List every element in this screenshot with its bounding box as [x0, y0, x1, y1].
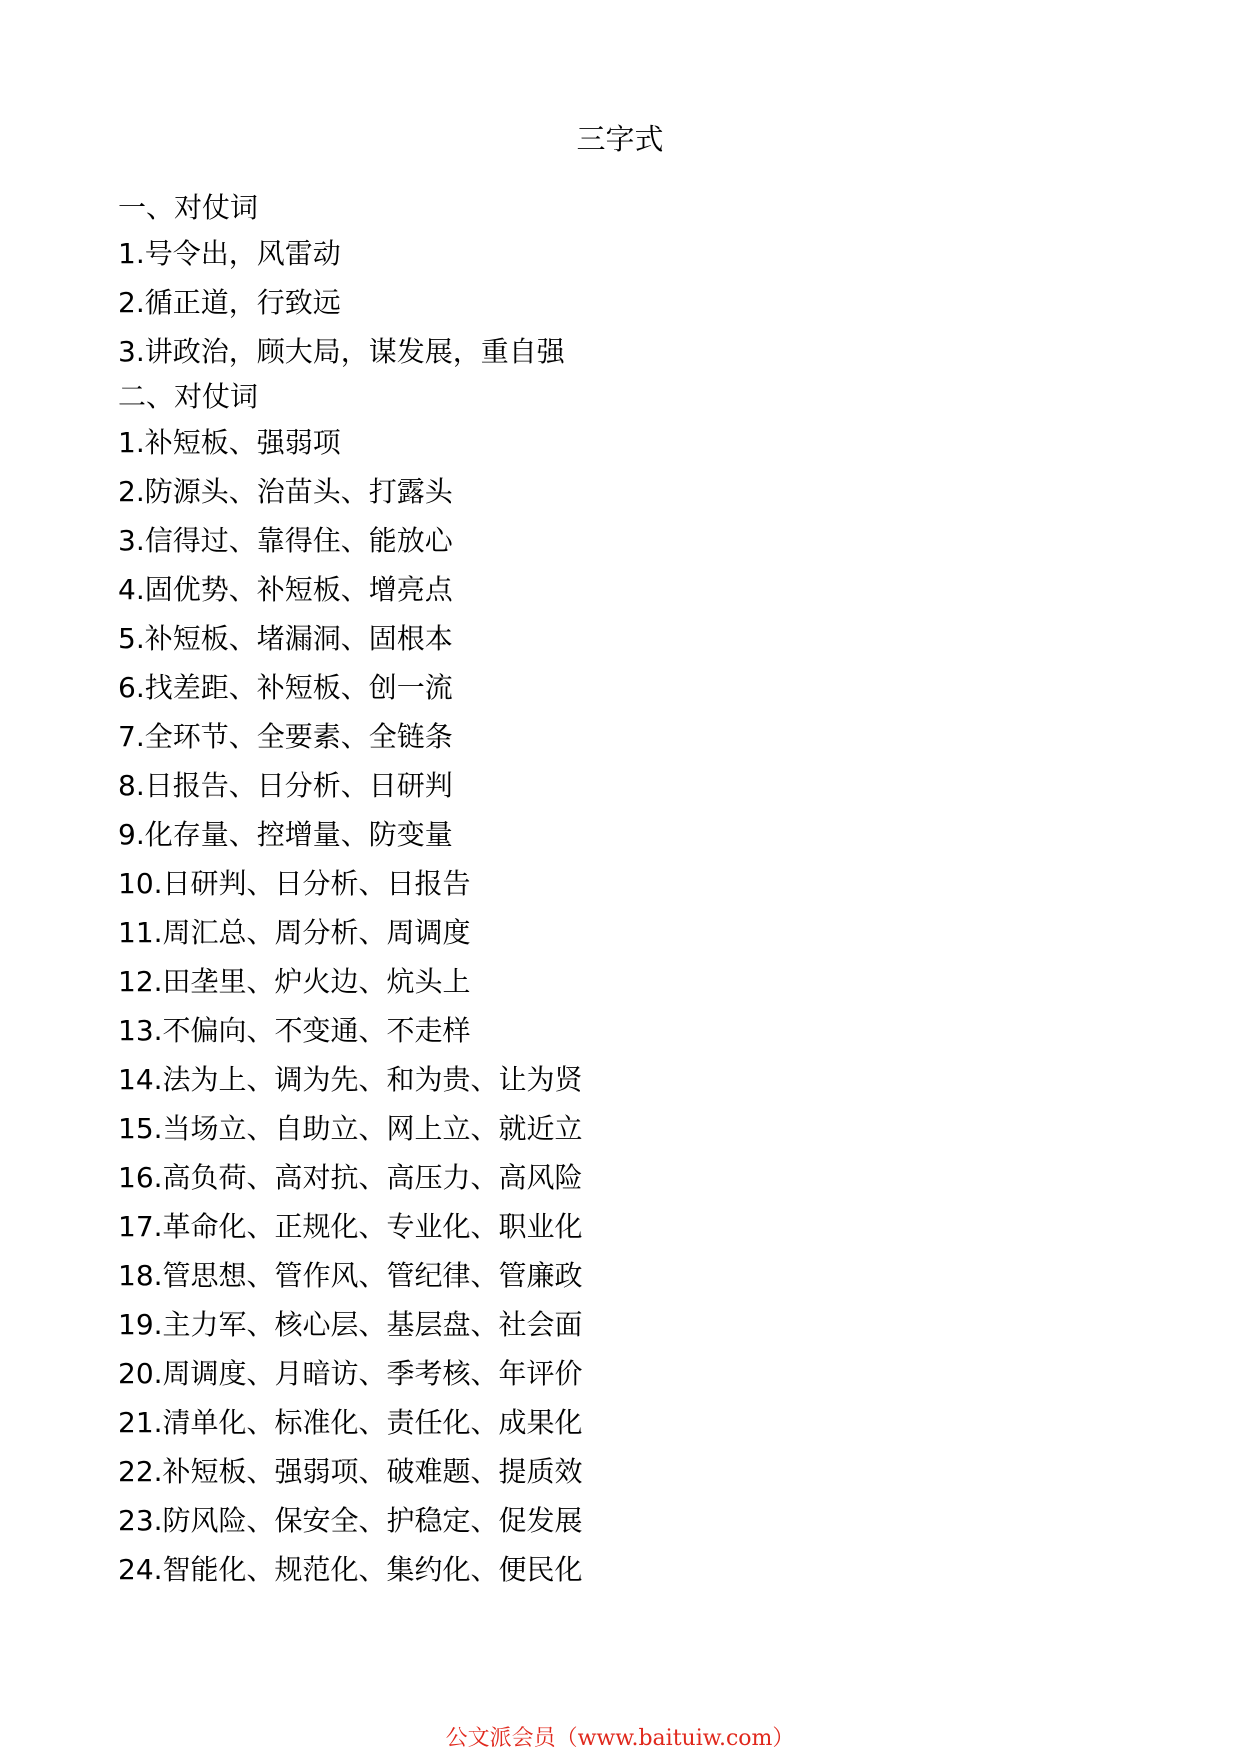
footer-watermark: 公文派会员（www.baituiw.com） [445, 1726, 795, 1751]
list-item: 9.化存量、控增量、防变量 [118, 818, 453, 851]
list-item: 18.管思想、管作风、管纪律、管廉政 [118, 1259, 583, 1292]
list-item: 24.智能化、规范化、集约化、便民化 [118, 1553, 583, 1586]
list-item: 17.革命化、正规化、专业化、职业化 [118, 1210, 583, 1243]
list-item: 4.固优势、补短板、增亮点 [118, 573, 453, 606]
list-item: 7.全环节、全要素、全链条 [118, 720, 453, 753]
section-heading: 二、对仗词 [118, 380, 259, 413]
list-item: 23.防风险、保安全、护稳定、促发展 [118, 1504, 583, 1537]
list-item: 10.日研判、日分析、日报告 [118, 867, 471, 900]
list-item: 12.田垄里、炉火边、炕头上 [118, 965, 471, 998]
page-title: 三字式 [576, 122, 664, 156]
document-body [118, 187, 1118, 1594]
list-item: 15.当场立、自助立、网上立、就近立 [118, 1112, 583, 1145]
list-item: 20.周调度、月暗访、季考核、年评价 [118, 1357, 583, 1390]
list-item: 14.法为上、调为先、和为贵、让为贤 [118, 1063, 583, 1096]
section-heading: 一、对仗词 [118, 191, 259, 224]
list-item: 6.找差距、补短板、创一流 [118, 671, 453, 704]
list-item: 3.信得过、靠得住、能放心 [118, 524, 453, 557]
list-item: 2.循正道，行致远 [118, 286, 341, 319]
list-item: 1.号令出，风雷动 [118, 237, 341, 270]
list-item: 19.主力军、核心层、基层盘、社会面 [118, 1308, 583, 1341]
list-item: 5.补短板、堵漏洞、固根本 [118, 622, 453, 655]
list-item: 11.周汇总、周分析、周调度 [118, 916, 471, 949]
list-item: 8.日报告、日分析、日研判 [118, 769, 453, 802]
list-item: 16.高负荷、高对抗、高压力、高风险 [118, 1161, 583, 1194]
list-item: 21.清单化、标准化、责任化、成果化 [118, 1406, 583, 1439]
list-item: 3.讲政治，顾大局，谋发展，重自强 [118, 335, 565, 368]
list-item: 13.不偏向、不变通、不走样 [118, 1014, 471, 1047]
list-item: 1.补短板、强弱项 [118, 426, 341, 459]
list-item: 2.防源头、治苗头、打露头 [118, 475, 453, 508]
list-item: 22.补短板、强弱项、破难题、提质效 [118, 1455, 583, 1488]
